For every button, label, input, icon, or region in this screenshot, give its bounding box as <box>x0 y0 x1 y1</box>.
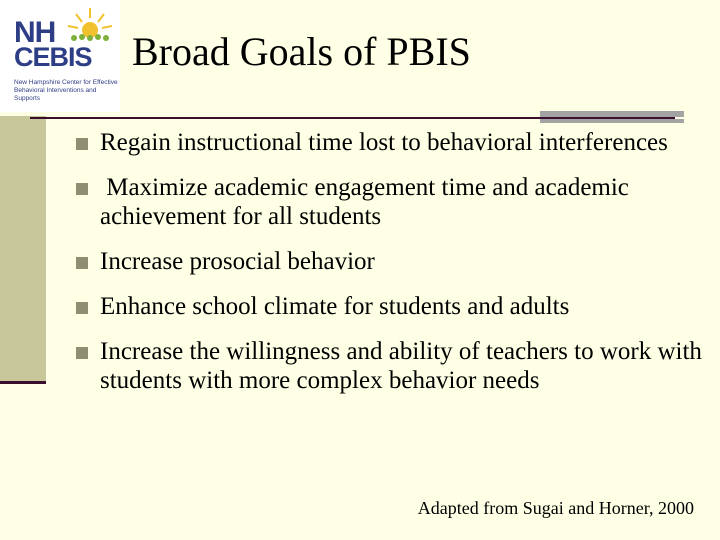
bullet-item <box>72 337 702 395</box>
sun-icon <box>60 4 118 44</box>
square-bullet-icon <box>76 257 88 269</box>
accent-bar-rule <box>0 381 46 384</box>
title-rule <box>30 117 675 119</box>
square-bullet-icon <box>76 183 88 195</box>
logo-text-cebis: CEBIS <box>14 42 92 72</box>
bullet-text: Increase the willingness and ability of teachers to work with students with more complex behavior needs <box>100 338 702 394</box>
square-bullet-icon <box>76 347 88 359</box>
square-bullet-icon <box>76 302 88 314</box>
logo-subtitle: New Hampshire Center for Effective Behavioral Interventions and Supports <box>14 79 118 102</box>
logo-text-nh: NH <box>14 16 56 49</box>
bullet-text: Regain instructional time lost to behavioral interferences <box>100 129 668 156</box>
bullet-item <box>72 292 702 321</box>
slide-title: Broad Goals of PBIS <box>132 29 471 74</box>
bullet-list <box>72 128 702 395</box>
bullet-text: Enhance school climate for students and adults <box>100 293 570 320</box>
accent-bar <box>0 116 46 384</box>
source-credit: Adapted from Sugai and Horner, 2000 <box>417 498 694 518</box>
square-bullet-icon <box>76 138 88 150</box>
bullet-text: Increase prosocial behavior <box>100 248 375 275</box>
bullet-item <box>72 247 702 276</box>
bullet-item <box>72 128 702 157</box>
bullet-item <box>72 173 702 231</box>
logo <box>0 0 120 112</box>
title-rule-gray-lower <box>540 119 684 123</box>
bullet-text: Maximize academic engagement time and academic achievement for all students <box>100 174 636 230</box>
